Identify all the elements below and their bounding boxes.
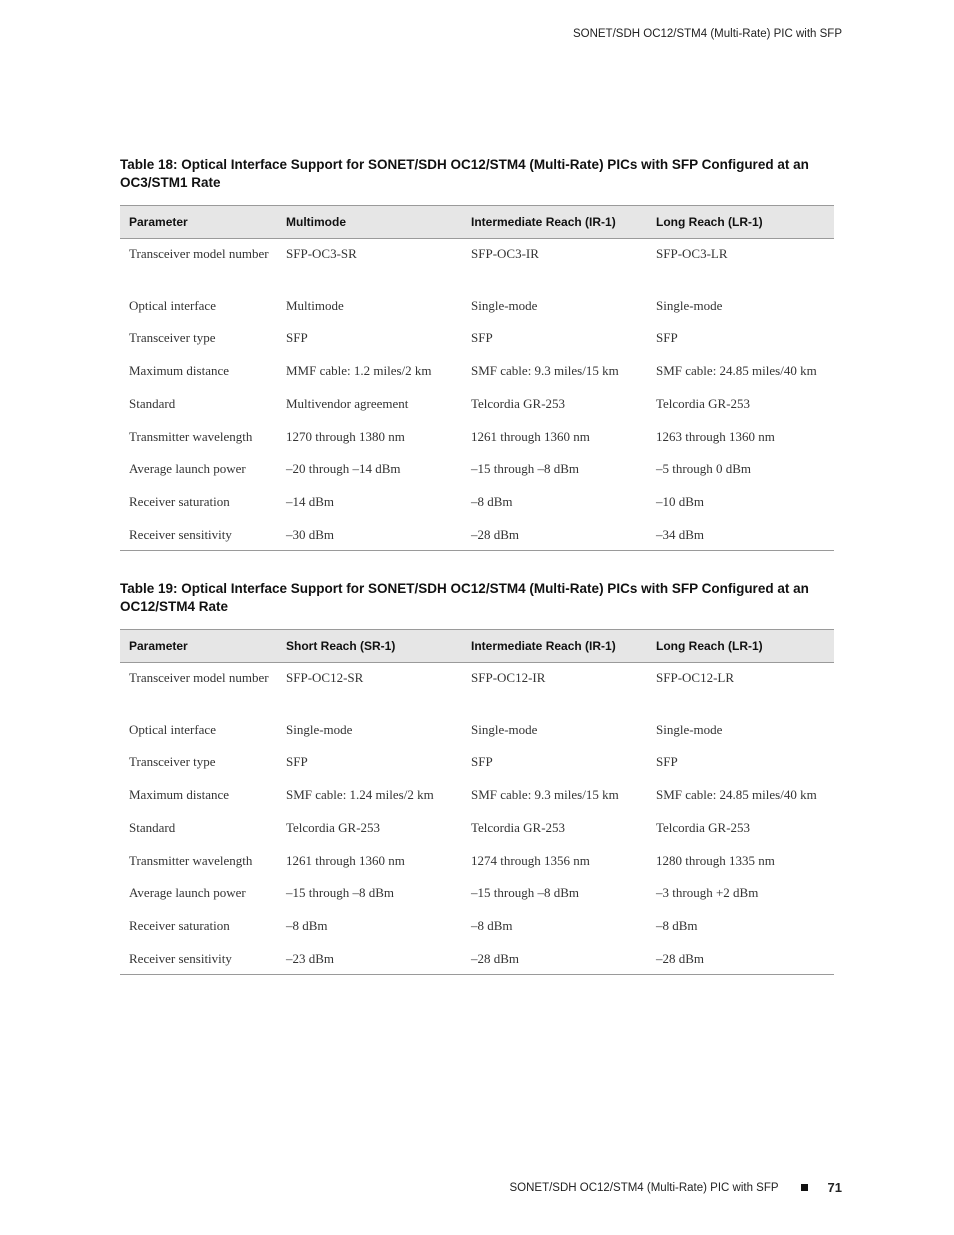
value-cell: –8 dBm xyxy=(471,494,513,510)
value-cell: Telcordia GR-253 xyxy=(656,395,751,411)
parameter-cell: Receiver sensitivity xyxy=(120,946,277,974)
value-cell: SFP xyxy=(286,330,308,346)
table-row xyxy=(120,424,834,457)
value-cell: –28 dBm xyxy=(462,946,647,974)
value-cell: SFP xyxy=(656,330,678,346)
column-header: Multimode xyxy=(277,206,462,239)
table-19-block xyxy=(120,580,834,975)
table-row xyxy=(120,489,834,522)
value-cell: –20 through –14 dBm xyxy=(286,461,401,477)
value-cell: SFP-OC12-IR xyxy=(471,670,546,685)
value-cell: –30 dBm xyxy=(277,522,462,550)
value-cell: –14 dBm xyxy=(286,494,335,510)
parameter-cell: Receiver sensitivity xyxy=(120,522,277,550)
parameter-cell: Transceiver model number xyxy=(129,670,269,685)
table-row xyxy=(120,848,834,881)
value-cell: –28 dBm xyxy=(647,946,834,974)
value-cell: SMF cable: 24.85 miles/40 km xyxy=(656,363,817,379)
table-header-row xyxy=(120,630,834,663)
value-cell: SFP-OC3-LR xyxy=(656,246,728,261)
table-row xyxy=(120,456,834,489)
parameter-cell: Standard xyxy=(129,819,176,835)
parameter-cell: Optical interface xyxy=(129,297,216,313)
value-cell: SMF cable: 9.3 miles/15 km xyxy=(471,363,619,379)
column-header: Short Reach (SR-1) xyxy=(277,630,462,663)
value-cell: Single-mode xyxy=(286,721,353,737)
value-cell: –34 dBm xyxy=(647,522,834,550)
spec-table xyxy=(120,205,834,551)
parameter-cell: Transmitter wavelength xyxy=(129,428,253,444)
value-cell: –8 dBm xyxy=(471,918,513,934)
column-header: Intermediate Reach (IR-1) xyxy=(462,206,647,239)
value-cell: Telcordia GR-253 xyxy=(471,819,566,835)
parameter-cell: Transceiver model number xyxy=(129,246,269,261)
value-cell: Telcordia GR-253 xyxy=(656,819,751,835)
table-row xyxy=(120,325,834,358)
page-number: 71 xyxy=(827,1180,842,1195)
table-row xyxy=(120,293,834,326)
value-cell: –15 through –8 dBm xyxy=(471,885,579,901)
value-cell: Multimode xyxy=(286,297,344,313)
parameter-cell: Maximum distance xyxy=(129,363,230,379)
value-cell: Single-mode xyxy=(471,721,538,737)
value-cell: SFP xyxy=(656,754,678,770)
parameter-cell: Average launch power xyxy=(129,461,246,477)
table-row xyxy=(120,880,834,913)
parameter-cell: Standard xyxy=(129,395,176,411)
table-header-row xyxy=(120,206,834,239)
parameter-cell: Transceiver type xyxy=(129,754,216,770)
value-cell: SMF cable: 24.85 miles/40 km xyxy=(656,787,817,803)
value-cell: –5 through 0 dBm xyxy=(656,461,751,477)
parameter-cell: Receiver saturation xyxy=(129,494,230,510)
value-cell: Single-mode xyxy=(656,721,723,737)
value-cell: SFP xyxy=(286,754,308,770)
square-bullet-icon xyxy=(801,1184,808,1191)
value-cell: SFP xyxy=(471,330,493,346)
table-row xyxy=(120,815,834,848)
value-cell: SFP-OC3-IR xyxy=(471,246,539,261)
running-header: SONET/SDH OC12/STM4 (Multi-Rate) PIC with SFP xyxy=(572,28,842,40)
parameter-cell: Receiver saturation xyxy=(129,918,230,934)
table-row xyxy=(120,782,834,815)
value-cell: Single-mode xyxy=(656,297,723,313)
parameter-cell: Average launch power xyxy=(129,885,246,901)
table-row xyxy=(120,522,834,550)
table-row xyxy=(120,913,834,946)
value-cell: –28 dBm xyxy=(462,522,647,550)
value-cell: –15 through –8 dBm xyxy=(471,461,579,477)
value-cell: Telcordia GR-253 xyxy=(286,819,381,835)
column-header: Parameter xyxy=(120,630,277,663)
table-row xyxy=(120,946,834,974)
value-cell: –23 dBm xyxy=(277,946,462,974)
table-caption: Table 19: Optical Interface Support for SONET/SDH OC12/STM4 (Multi-Rate) PICs with SFP Configured at an OC12/STM4 Rate xyxy=(120,581,809,614)
table-row xyxy=(120,749,834,782)
column-header: Long Reach (LR-1) xyxy=(647,206,834,239)
value-cell: Multivendor agreement xyxy=(286,395,409,411)
value-cell: 1274 through 1356 nm xyxy=(471,852,590,868)
value-cell: –3 through +2 dBm xyxy=(656,885,759,901)
value-cell: SFP-OC3-SR xyxy=(286,246,357,261)
value-cell: 1261 through 1360 nm xyxy=(286,852,405,868)
parameter-cell: Transmitter wavelength xyxy=(129,852,253,868)
table-row xyxy=(120,239,834,293)
value-cell: SFP-OC12-SR xyxy=(286,670,364,685)
value-cell: SFP-OC12-LR xyxy=(656,670,735,685)
value-cell: –8 dBm xyxy=(656,918,698,934)
value-cell: SMF cable: 9.3 miles/15 km xyxy=(471,787,619,803)
table-row xyxy=(120,663,834,717)
value-cell: SMF cable: 1.24 miles/2 km xyxy=(286,787,434,803)
value-cell: 1280 through 1335 nm xyxy=(656,852,775,868)
value-cell: –15 through –8 dBm xyxy=(286,885,394,901)
page-footer xyxy=(510,1180,843,1195)
value-cell: SFP xyxy=(471,754,493,770)
table-row xyxy=(120,358,834,391)
spec-table xyxy=(120,629,834,975)
column-header: Intermediate Reach (IR-1) xyxy=(462,630,647,663)
table-caption: Table 18: Optical Interface Support for SONET/SDH OC12/STM4 (Multi-Rate) PICs with SFP Configured at an OC3/STM1 Rate xyxy=(120,157,809,190)
table-18-block xyxy=(120,156,834,551)
value-cell: Single-mode xyxy=(471,297,538,313)
value-cell: –8 dBm xyxy=(286,918,328,934)
parameter-cell: Transceiver type xyxy=(129,330,216,346)
value-cell: –10 dBm xyxy=(656,494,705,510)
parameter-cell: Optical interface xyxy=(129,721,216,737)
column-header: Long Reach (LR-1) xyxy=(647,630,834,663)
column-header: Parameter xyxy=(120,206,277,239)
value-cell: 1263 through 1360 nm xyxy=(656,428,775,444)
value-cell: 1270 through 1380 nm xyxy=(286,428,405,444)
table-row xyxy=(120,391,834,424)
table-row xyxy=(120,717,834,750)
value-cell: Telcordia GR-253 xyxy=(471,395,566,411)
parameter-cell: Maximum distance xyxy=(129,787,230,803)
value-cell: 1261 through 1360 nm xyxy=(471,428,590,444)
footer-running-title: SONET/SDH OC12/STM4 (Multi-Rate) PIC with SFP xyxy=(509,1181,779,1194)
value-cell: MMF cable: 1.2 miles/2 km xyxy=(286,363,432,379)
